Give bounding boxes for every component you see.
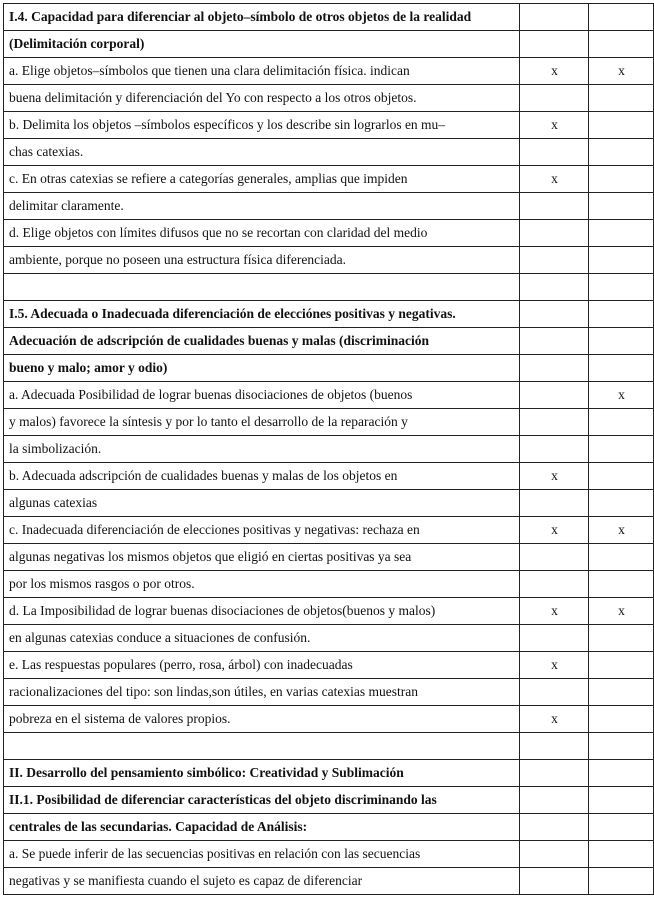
table-row (4, 841, 654, 868)
table-row (4, 58, 654, 85)
mark-cell-col1 (520, 571, 589, 598)
section-heading-cell: bueno y malo; amor y odio) (4, 355, 520, 382)
mark-cell-col1 (520, 355, 589, 382)
table-row (4, 787, 654, 814)
item-text-cell: d. Elige objetos con límites difusos que no se recortan con claridad del medio (4, 220, 520, 247)
mark-cell-col1: x (520, 706, 589, 733)
mark-cell-col2: x (589, 382, 654, 409)
item-text-cell: por los mismos rasgos o por otros. (4, 571, 520, 598)
table-row (4, 139, 654, 166)
mark-cell-col1 (520, 382, 589, 409)
table-row (4, 382, 654, 409)
table-row (4, 706, 654, 733)
item-text-cell: algunas catexias (4, 490, 520, 517)
table-row (4, 355, 654, 382)
item-text-cell: negativas y se manifiesta cuando el sujeto es capaz de diferenciar (4, 868, 520, 895)
section-heading-cell: I.4. Capacidad para diferenciar al objeto–símbolo de otros objetos de la realidad (4, 4, 520, 31)
section-heading-cell: II. Desarrollo del pensamiento simbólico: Creatividad y Sublimación (4, 760, 520, 787)
mark-cell-col1: x (520, 652, 589, 679)
mark-cell-col2 (589, 625, 654, 652)
table-row (4, 85, 654, 112)
item-text-cell: a. Elige objetos–símbolos que tienen una clara delimitación física. indican (4, 58, 520, 85)
mark-cell-col1 (520, 247, 589, 274)
mark-cell-col1 (520, 31, 589, 58)
item-text-cell: d. La Imposibilidad de lograr buenas disociaciones de objetos(buenos y malos) (4, 598, 520, 625)
mark-cell-col1 (520, 625, 589, 652)
mark-cell-col2 (589, 112, 654, 139)
mark-cell-col1 (520, 220, 589, 247)
mark-cell-col1 (520, 409, 589, 436)
table-row (4, 571, 654, 598)
table-row (4, 409, 654, 436)
mark-cell-col2 (589, 544, 654, 571)
mark-cell-col1 (520, 868, 589, 895)
mark-cell-col2 (589, 355, 654, 382)
item-text-cell (4, 733, 520, 760)
item-text-cell: y malos) favorece la síntesis y por lo tanto el desarrollo de la reparación y (4, 409, 520, 436)
mark-cell-col2 (589, 679, 654, 706)
section-heading-cell: II.1. Posibilidad de diferenciar características del objeto discriminando las (4, 787, 520, 814)
item-text-cell: la simbolización. (4, 436, 520, 463)
item-text-cell: c. En otras catexias se refiere a categorías generales, amplias que impiden (4, 166, 520, 193)
table-row (4, 733, 654, 760)
evaluation-table (3, 3, 654, 895)
mark-cell-col2 (589, 247, 654, 274)
item-text-cell: a. Adecuada Posibilidad de lograr buenas disociaciones de objetos (buenos (4, 382, 520, 409)
table-row (4, 544, 654, 571)
mark-cell-col2 (589, 220, 654, 247)
mark-cell-col1 (520, 760, 589, 787)
table-row (4, 436, 654, 463)
item-text-cell: b. Delimita los objetos –símbolos específicos y los describe sin lograrlos en mu– (4, 112, 520, 139)
table-row (4, 625, 654, 652)
table-row (4, 220, 654, 247)
table-row (4, 517, 654, 544)
table-row (4, 598, 654, 625)
mark-cell-col1 (520, 328, 589, 355)
mark-cell-col2 (589, 868, 654, 895)
table-row (4, 652, 654, 679)
mark-cell-col1: x (520, 166, 589, 193)
mark-cell-col2 (589, 166, 654, 193)
table-row (4, 193, 654, 220)
mark-cell-col2: x (589, 517, 654, 544)
item-text-cell: b. Adecuada adscripción de cualidades buenas y malas de los objetos en (4, 463, 520, 490)
table-row (4, 4, 654, 31)
mark-cell-col1 (520, 193, 589, 220)
mark-cell-col2 (589, 571, 654, 598)
table-row (4, 490, 654, 517)
table-row (4, 463, 654, 490)
mark-cell-col1 (520, 679, 589, 706)
mark-cell-col2 (589, 814, 654, 841)
item-text-cell: chas catexias. (4, 139, 520, 166)
mark-cell-col1 (520, 301, 589, 328)
mark-cell-col2 (589, 436, 654, 463)
section-heading-cell: (Delimitación corporal) (4, 31, 520, 58)
item-text-cell: delimitar claramente. (4, 193, 520, 220)
mark-cell-col2 (589, 85, 654, 112)
mark-cell-col1: x (520, 463, 589, 490)
mark-cell-col1 (520, 490, 589, 517)
mark-cell-col1 (520, 85, 589, 112)
item-text-cell: ambiente, porque no poseen una estructura física diferenciada. (4, 247, 520, 274)
mark-cell-col2 (589, 274, 654, 301)
table-row (4, 760, 654, 787)
mark-cell-col2 (589, 733, 654, 760)
mark-cell-col2 (589, 760, 654, 787)
table-row (4, 274, 654, 301)
item-text-cell: buena delimitación y diferenciación del Yo con respecto a los otros objetos. (4, 85, 520, 112)
mark-cell-col1 (520, 274, 589, 301)
table-row (4, 301, 654, 328)
mark-cell-col1 (520, 814, 589, 841)
table-row (4, 31, 654, 58)
mark-cell-col2: x (589, 58, 654, 85)
mark-cell-col2 (589, 193, 654, 220)
table-row (4, 112, 654, 139)
item-text-cell: e. Las respuestas populares (perro, rosa, árbol) con inadecuadas (4, 652, 520, 679)
mark-cell-col2 (589, 787, 654, 814)
mark-cell-col2 (589, 31, 654, 58)
mark-cell-col1: x (520, 112, 589, 139)
section-heading-cell: I.5. Adecuada o Inadecuada diferenciación de elecciónes positivas y negativas. (4, 301, 520, 328)
item-text-cell: c. Inadecuada diferenciación de elecciones positivas y negativas: rechaza en (4, 517, 520, 544)
item-text-cell: algunas negativas los mismos objetos que eligió en ciertas positivas ya sea (4, 544, 520, 571)
mark-cell-col2: x (589, 598, 654, 625)
mark-cell-col2 (589, 463, 654, 490)
mark-cell-col1 (520, 436, 589, 463)
item-text-cell: a. Se puede inferir de las secuencias positivas en relación con las secuencias (4, 841, 520, 868)
mark-cell-col1: x (520, 58, 589, 85)
mark-cell-col2 (589, 301, 654, 328)
item-text-cell: en algunas catexias conduce a situaciones de confusión. (4, 625, 520, 652)
mark-cell-col1 (520, 4, 589, 31)
mark-cell-col2 (589, 841, 654, 868)
mark-cell-col1 (520, 733, 589, 760)
mark-cell-col2 (589, 409, 654, 436)
section-heading-cell: centrales de las secundarias. Capacidad de Análisis: (4, 814, 520, 841)
item-text-cell: pobreza en el sistema de valores propios. (4, 706, 520, 733)
mark-cell-col1: x (520, 517, 589, 544)
mark-cell-col2 (589, 4, 654, 31)
table-row (4, 814, 654, 841)
table-row (4, 166, 654, 193)
table-row (4, 679, 654, 706)
mark-cell-col2 (589, 652, 654, 679)
mark-cell-col1: x (520, 598, 589, 625)
mark-cell-col2 (589, 706, 654, 733)
mark-cell-col1 (520, 544, 589, 571)
mark-cell-col2 (589, 328, 654, 355)
mark-cell-col1 (520, 787, 589, 814)
table-body (4, 4, 654, 895)
item-text-cell (4, 274, 520, 301)
mark-cell-col1 (520, 139, 589, 166)
table-row (4, 247, 654, 274)
mark-cell-col1 (520, 841, 589, 868)
mark-cell-col2 (589, 139, 654, 166)
item-text-cell: racionalizaciones del tipo: son lindas,son útiles, en varias catexias muestran (4, 679, 520, 706)
mark-cell-col2 (589, 490, 654, 517)
table-row (4, 868, 654, 895)
table-row (4, 328, 654, 355)
section-heading-cell: Adecuación de adscripción de cualidades buenas y malas (discriminación (4, 328, 520, 355)
